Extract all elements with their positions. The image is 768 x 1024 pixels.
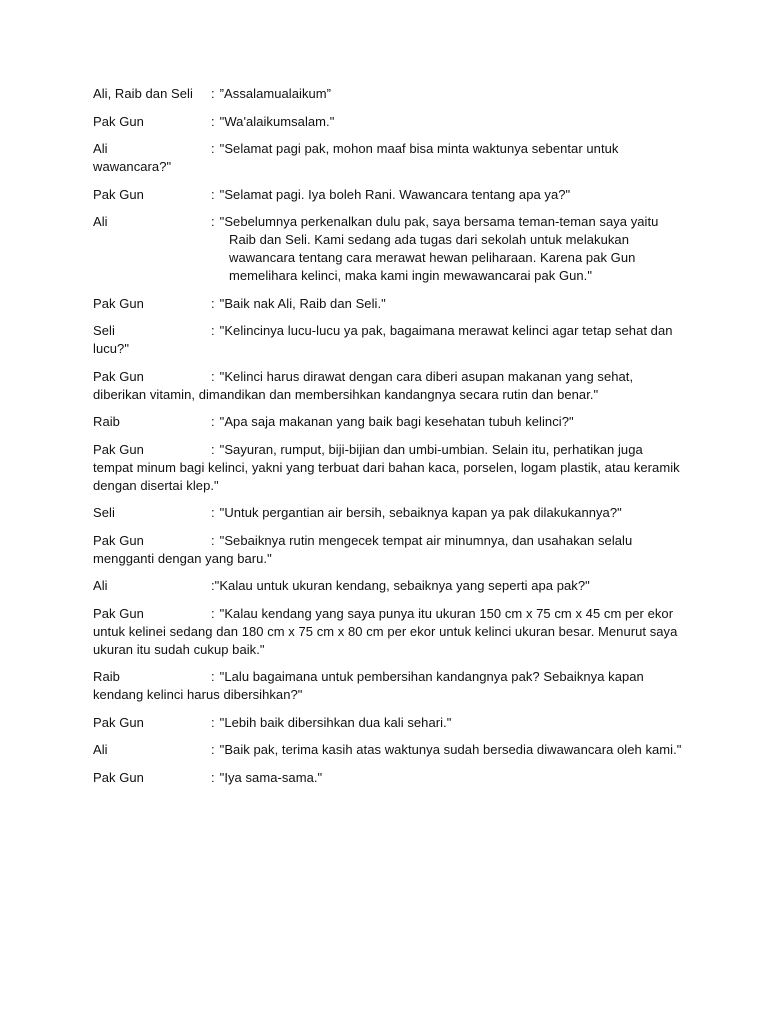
colon-separator: :	[211, 86, 215, 101]
colon-separator: :	[211, 441, 215, 457]
dialogue-entry	[93, 85, 683, 103]
dialogue-entry	[93, 504, 683, 522]
colon-separator: :	[211, 113, 215, 129]
dialogue-text: "Kalau untuk ukuran kendang, sebaiknya yang seperti apa pak?"	[214, 578, 590, 593]
dialogue-entry	[93, 532, 683, 568]
speaker-name: Pak Gun	[93, 532, 144, 548]
dialogue-entry	[93, 113, 683, 131]
speaker-name: Pak Gun	[93, 113, 144, 129]
dialogue-line	[93, 741, 683, 759]
dialogue-entry	[93, 186, 683, 204]
dialogue-entry	[93, 140, 683, 176]
colon-separator: :	[211, 186, 215, 202]
speaker-name: Pak Gun	[93, 605, 144, 621]
dialogue-text: "Wa'alaikumsalam."	[219, 113, 335, 129]
dialogue-entry	[93, 714, 683, 732]
dialogue-line	[93, 441, 683, 495]
speaker-name: Pak Gun	[93, 186, 144, 202]
dialogue-text: "Baik pak, terima kasih atas waktunya sudah bersedia diwawancara oleh kami."	[219, 742, 682, 757]
dialogue-text: "Selamat pagi pak, mohon maaf bisa minta waktunya sebentar untuk wawancara?"	[93, 141, 619, 174]
dialogue-line	[93, 504, 683, 522]
dialogue-line	[93, 668, 683, 704]
speaker-name: Seli	[93, 505, 115, 520]
colon-separator: :	[211, 742, 215, 757]
dialogue-entry	[93, 413, 683, 431]
dialogue-line	[93, 577, 683, 595]
dialogue-line	[93, 769, 683, 787]
dialogue-line	[93, 213, 683, 285]
speaker-name: Ali	[93, 214, 108, 229]
dialogue-text: "Lalu bagaimana untuk pembersihan kandangnya pak? Sebaiknya kapan kendang kelinci harus dibersihkan?"	[93, 669, 644, 702]
colon-separator: :	[211, 214, 215, 229]
dialogue-line	[93, 113, 683, 131]
speaker-name: Pak Gun	[93, 714, 144, 730]
dialogue-text: "Sayuran, rumput, biji-bijian dan umbi-umbian. Selain itu, perhatikan juga tempat minum bagi kelinci, yakni yang terbuat dari bahan kaca, porselen, logam plastik, atau keramik dengan disertai klep."	[93, 441, 680, 493]
speaker-name: Ali	[93, 578, 108, 593]
dialogue-entry	[93, 368, 683, 404]
dialogue-text: "Sebelumnya perkenalkan dulu pak, saya bersama teman-teman saya yaitu Raib dan Seli. Kami sedang ada tugas dari sekolah untuk melakukan wawancara tentang cara merawat hewan peliharaan. Karena pak Gun memelihara kelinci, maka kami ingin mewawancarai pak Gun."	[219, 214, 659, 283]
dialogue-entry	[93, 605, 683, 659]
speaker-name: Ali	[93, 141, 108, 156]
dialogue-entry	[93, 577, 683, 595]
speaker-name: Ali, Raib dan Seli	[93, 86, 193, 101]
colon-separator: :	[211, 605, 215, 621]
colon-separator: :	[211, 578, 215, 593]
colon-separator: :	[211, 505, 215, 520]
colon-separator: :	[211, 769, 215, 785]
dialogue-entry	[93, 213, 683, 285]
dialogue-entry	[93, 668, 683, 704]
speaker-name: Pak Gun	[93, 769, 144, 785]
colon-separator: :	[211, 295, 215, 311]
dialogue-entry	[93, 322, 683, 358]
dialogue-text: "Untuk pergantian air bersih, sebaiknya kapan ya pak dilakukannya?"	[219, 505, 622, 520]
dialogue-text: "Kelincinya lucu-lucu ya pak, bagaimana merawat kelinci agar tetap sehat dan lucu?"	[93, 323, 673, 356]
dialogue-line	[93, 368, 683, 404]
dialogue-line	[93, 186, 683, 204]
speaker-name: Ali	[93, 742, 108, 757]
speaker-name: Seli	[93, 323, 115, 338]
colon-separator: :	[211, 414, 215, 429]
dialogue-text: "Iya sama-sama."	[219, 769, 323, 785]
colon-separator: :	[211, 532, 215, 548]
dialogue-entry	[93, 441, 683, 495]
colon-separator: :	[211, 368, 215, 384]
dialogue-line	[93, 605, 683, 659]
dialogue-text: "Kelinci harus dirawat dengan cara diberi asupan makanan yang sehat, diberikan vitamin, dimandikan dan membersihkan kandangnya secara rutin dan benar."	[93, 368, 634, 402]
colon-separator: :	[211, 669, 215, 684]
speaker-name: Raib	[93, 669, 120, 684]
speaker-name: Pak Gun	[93, 368, 144, 384]
colon-separator: :	[211, 323, 215, 338]
dialogue-line	[93, 532, 683, 568]
speaker-name: Pak Gun	[93, 295, 144, 311]
interview-dialogue	[93, 85, 683, 796]
dialogue-line	[93, 322, 683, 358]
dialogue-line	[93, 413, 683, 431]
dialogue-entry	[93, 769, 683, 787]
colon-separator: :	[211, 141, 215, 156]
dialogue-text: "Kalau kendang yang saya punya itu ukuran 150 cm x 75 cm x 45 cm per ekor untuk kelinei sedang dan 180 cm x 75 cm x 80 cm per ekor untuk kelinci ukuran besar. Menurut saya ukuran itu sudah cukup baik."	[93, 605, 678, 657]
dialogue-line	[93, 140, 683, 176]
dialogue-text: ”Assalamualaikum”	[219, 86, 332, 101]
dialogue-entry	[93, 295, 683, 313]
dialogue-text: "Selamat pagi. Iya boleh Rani. Wawancara tentang apa ya?"	[219, 186, 571, 202]
dialogue-text: "Baik nak Ali, Raib dan Seli."	[219, 295, 386, 311]
dialogue-line	[93, 295, 683, 313]
speaker-name: Pak Gun	[93, 441, 144, 457]
dialogue-text: "Lebih baik dibersihkan dua kali sehari."	[219, 714, 452, 730]
dialogue-entry	[93, 741, 683, 759]
colon-separator: :	[211, 714, 215, 730]
speaker-name: Raib	[93, 414, 120, 429]
dialogue-text: "Apa saja makanan yang baik bagi kesehatan tubuh kelinci?"	[219, 414, 574, 429]
dialogue-text: "Sebaiknya rutin mengecek tempat air minumnya, dan usahakan selalu mengganti dengan yang baru."	[93, 532, 633, 566]
dialogue-line	[93, 714, 683, 732]
